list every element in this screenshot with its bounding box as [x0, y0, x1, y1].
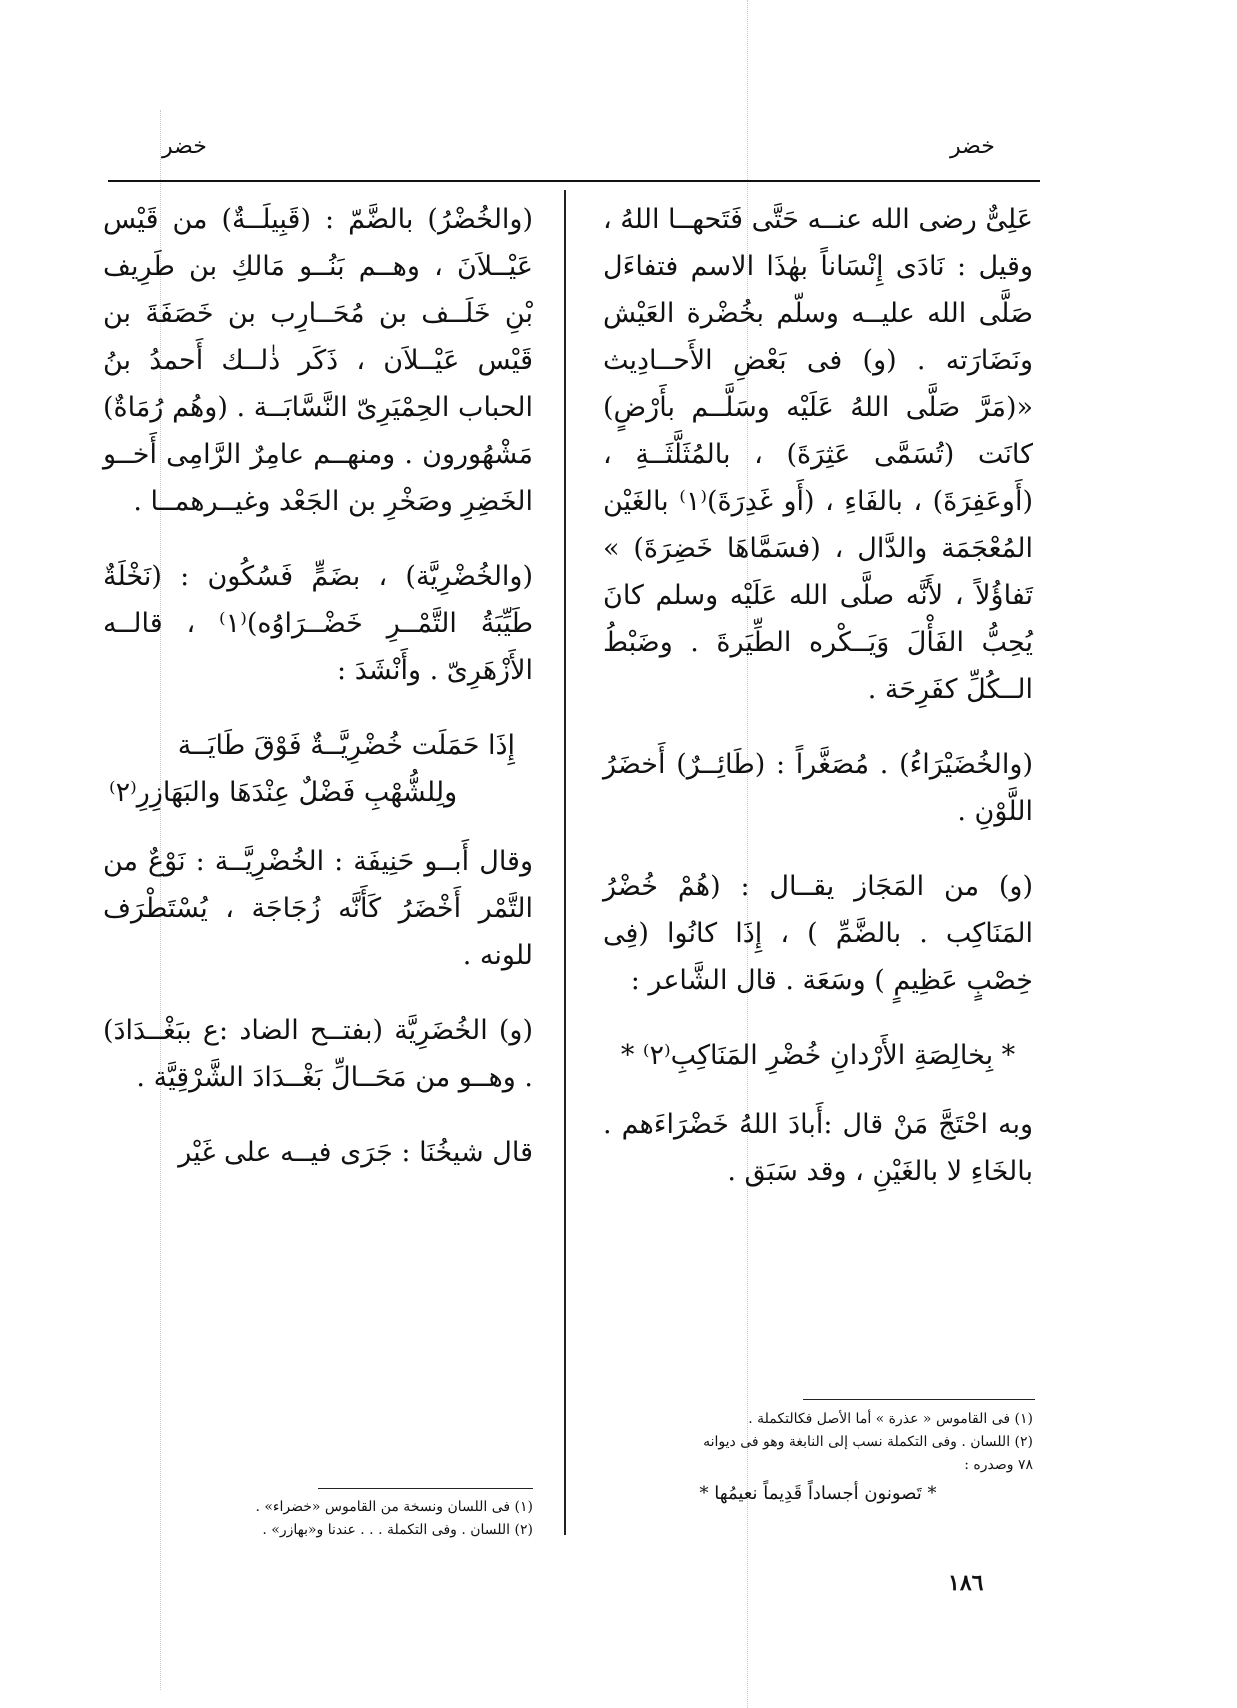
running-header-right: خضر	[950, 134, 995, 159]
footnote: (٢) اللسان . وفى التكملة . . . عندنا و«بهازر» .	[262, 1522, 533, 1538]
footnote: (٢) اللسان . وفى التكملة نسب إلى النابغة وهو فى ديوانه	[703, 1434, 1033, 1450]
entry-paragraph: قال شيخُنَا : جَرَى فيــه على غَيْر	[178, 1137, 533, 1168]
entry-paragraph: (والخُضْرِيَّة) ، بضَمٍّ فَسُكُون : (نَخْلَةٌ طَيِّبَةُ التَّمْــرِ خَضْــرَاوُه)⁽١⁾ ، قالــه الأَزْهَرِىّ . وأَنْشَدَ :	[103, 561, 533, 686]
entry-paragraph: (و) الخُضَرِيَّة (بفتــح الضاد :ع ببَغْــدَادَ) . وهــو من مَحَــالِّ بَغْــدَادَ الشَّرْقِيَّة .	[103, 1015, 533, 1093]
entry-paragraph: (والخُضْرُ) بالضَّمّ : (قَبِيلَــةٌ) من قَيْس عَيْــلاَنَ ، وهــم بَنُــو مَالكِ بن طَرِيف بْنِ خَلَــف بن مُحَــارِب بن خَصَفَةَ بن قَيْس عَيْــلاَن ، ذَكَر ذٰلــك أَحمدُ بنُ الحباب الحِمْيَرِىّ النَّسَّابَــة . (وهُم رُمَاةٌ) مَشْهُورون . ومنهــم عامِرٌ الرَّامِى أَخــو الخَضِرِ وصَخْرِ بن الجَعْد وغيــرهمــا .	[103, 204, 533, 517]
entry-paragraph: (و) من المَجَاز يقــال : (هُمْ خُضْرُ المَنَاكِب . بالضَّمِّ ) ، إِذَا كانُوا (فِى خِصْبٍ عَظِيمٍ ) وسَعَة . قال الشَّاعر :	[603, 871, 1033, 996]
entry-paragraph: (والخُضَيْرَاءُ) . مُصَغَّراً : (طَائِــرٌ) أَخضَرُ اللَّوْنِ .	[603, 749, 1033, 827]
entry-paragraph: وقال أَبــو حَنِيفَة : الخُضْرِيَّــة : نَوْعٌ من التَّمْر أَخْضَرُ كَأَنَّه زُجَاجَة ، يُسْتَطْرَف للونه .	[103, 846, 533, 971]
poem-verse	[103, 722, 533, 816]
entry-paragraph: عَلِىٌّ رضى الله عنــه حَتَّى فَتَحهــا اللهُ ، وقيل : نَادَى إِنْسَاناً بهٰذَا الاسم فتفاءَل صَلَّى الله عليــه وسلّم بخُضْرة العَيْش ونَضَارَته . (و) فى بَعْضِ الأَحــادِيث «(مَرَّ صَلَّى اللهُ عَلَيْه وسَلَّــم بأَرْضٍ) كانَت (تُسَمَّى عَثِرَةَ) ، بالمُثَلَّثَــةِ ، (أَوعَفِرَةَ) ، بالفَاءِ ، (أَو غَدِرَةَ)⁽١⁾ بالغَيْن المُعْجَمَة والدَّال ، (فسَمَّاهَا خَضِرَةَ) » تَفاؤُلاً ، لأَنَّه صلَّى الله عَلَيْه وسلم كانَ يُحِبُّ الفَأْلَ وَيَــكْره الطِّيَرةَ . وضَبْطُ الــكُلِّ كفَرِحَة .	[603, 204, 1033, 705]
footnote: ٧٨ وصدره :	[964, 1457, 1033, 1473]
running-header-left: خضر	[162, 134, 207, 159]
verse-line: * بِخالِصَةِ الأَرْدانِ خُضْرِ المَنَاكِبِ⁽٢⁾ *	[620, 1040, 1016, 1071]
footnote-rule	[803, 1399, 1035, 1400]
left-column	[103, 196, 533, 1204]
entry-paragraph: وبه احْتَجَّ مَنْ قال :أَبادَ اللهُ خَضْرَاءَهم . بالخَاءِ لا بالغَيْنِ ، وقد سَبَق .	[603, 1109, 1033, 1187]
page-number: ١٨٦	[948, 1570, 984, 1596]
footnotes-right	[603, 1408, 1033, 1509]
verse-hemistich-first: إِذَا حَمَلَت خُضْرِيَّــةٌ فَوْقَ طَايَــة	[177, 730, 515, 761]
column-divider	[564, 190, 566, 1535]
footnote-rule	[318, 1488, 533, 1489]
right-column	[603, 196, 1033, 1223]
footnote-verse: * تَصونون أجساداً قَدِيماً نعيمُها *	[699, 1483, 937, 1504]
header-rule	[108, 180, 1040, 182]
verse-hemistich-second: ولِلشُّهْبِ فَضْلٌ عِنْدَهَا والبَهَازِرِ⁽٢⁾	[109, 777, 458, 808]
footnote: (١) فى اللسان ونسخة من القاموس «خضراء» .	[255, 1499, 533, 1515]
footnotes-left	[103, 1496, 533, 1542]
footnote: (١) فى القاموس « عذرة » أما الأصل فكالتكملة .	[748, 1411, 1033, 1427]
